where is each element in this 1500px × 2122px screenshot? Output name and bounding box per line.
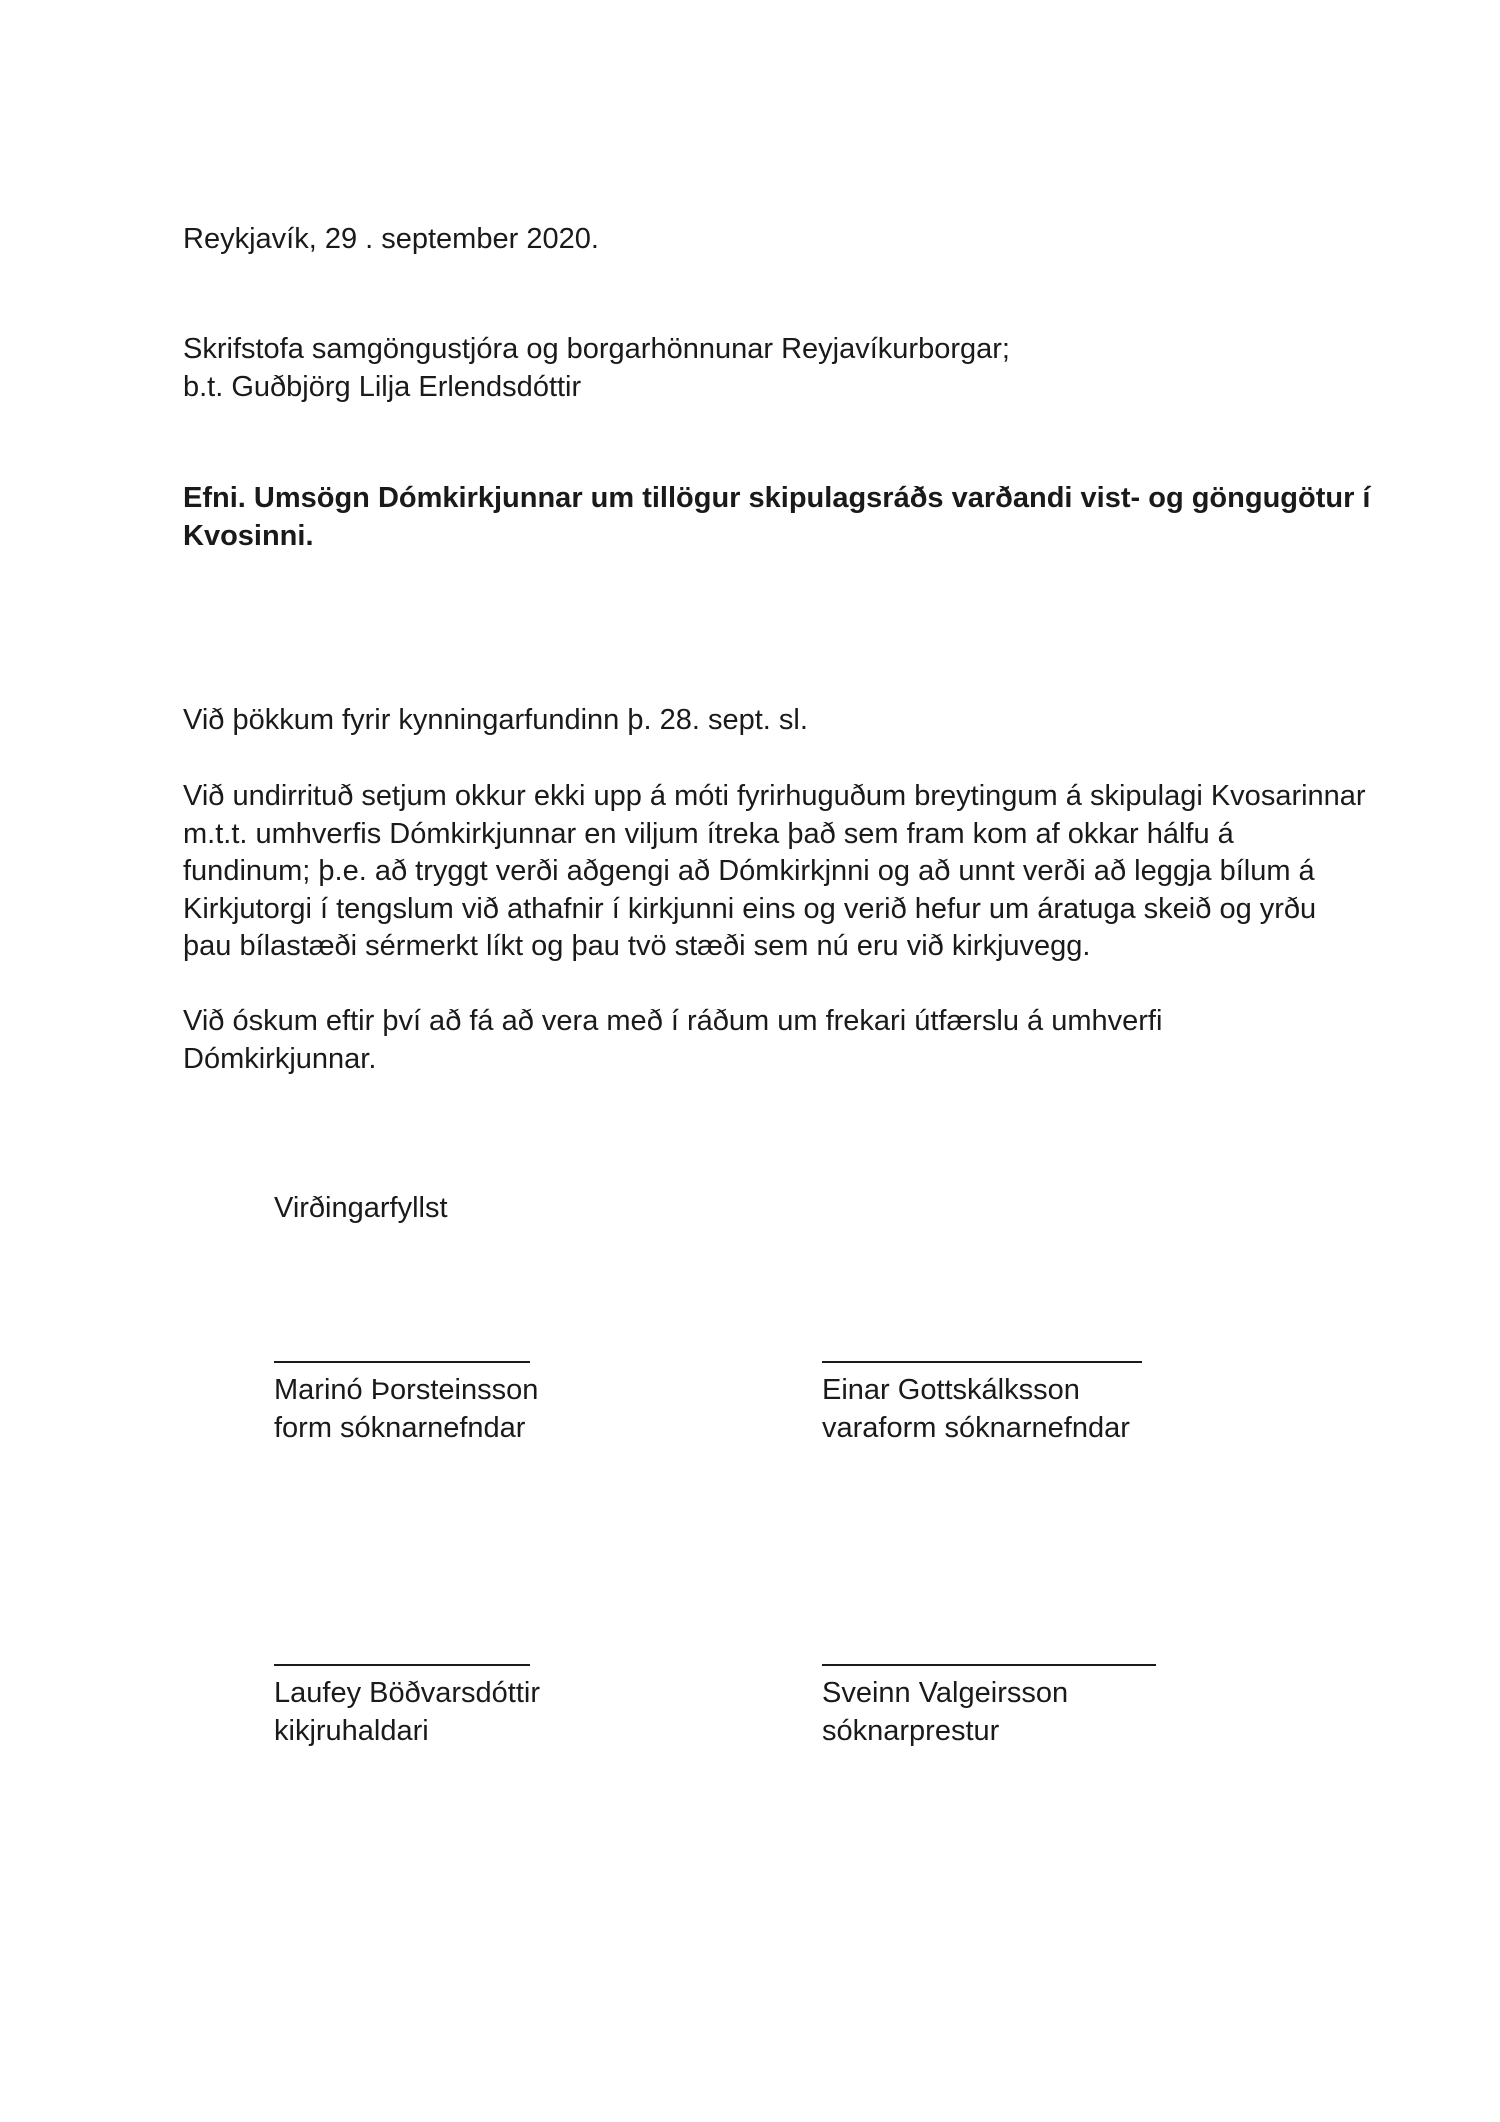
place-date: Reykjavík, 29 . september 2020. [183,223,599,255]
signature-line [822,1361,1142,1363]
closing-salutation: Virðingarfyllst [274,1192,448,1224]
signatory-role: varaform sóknarnefndar [822,1412,1130,1444]
recipient-office: Skrifstofa samgöngustjóra og borgarhönnunar Reyjavíkurborgar; [183,333,1010,365]
paragraph-request-line: Við óskum eftir því að fá að vera með í ráðum um frekari útfærslu á umhverfi [183,1005,1163,1037]
paragraph-main-line: fundinum; þ.e. að tryggt verði aðgengi að Dómkirkjnni og að unnt verði að leggja bílum á [183,855,1315,887]
signature-line [274,1361,530,1363]
signatory-name: Sveinn Valgeirsson [822,1677,1069,1709]
signature-line [274,1664,530,1666]
signatory-name: Marinó Þorsteinsson [274,1374,539,1406]
subject-line-2: Kvosinni. [183,520,314,552]
paragraph-main-line: Kirkjutorgi í tengslum við athafnir í kirkjunni eins og verið hefur um áratuga skeið og yrðu [183,893,1317,925]
signatory-name: Laufey Böðvarsdóttir [274,1677,540,1709]
subject-line-1: Efni. Umsögn Dómkirkjunnar um tillögur skipulagsráðs varðandi vist- og göngugötur í [183,482,1371,514]
signatory-role: form sóknarnefndar [274,1412,526,1444]
recipient-attention: b.t. Guðbjörg Lilja Erlendsdóttir [183,371,582,403]
signatory-name: Einar Gottskálksson [822,1374,1080,1406]
paragraph-thanks: Við þökkum fyrir kynningarfundinn þ. 28. sept. sl. [183,704,808,736]
paragraph-main-line: Við undirrituð setjum okkur ekki upp á móti fyrirhuguðum breytingum á skipulagi Kvosarinnar [183,780,1366,812]
paragraph-main-line: þau bílastæði sérmerkt líkt og þau tvö stæði sem nú eru við kirkjuvegg. [183,930,1091,962]
paragraph-main-line: m.t.t. umhverfis Dómkirkjunnar en viljum ítreka það sem fram kom af okkar hálfu á [183,818,1234,850]
signature-line [822,1664,1156,1666]
signatory-role: sóknarprestur [822,1715,1000,1747]
paragraph-request-line: Dómkirkjunnar. [183,1043,377,1075]
signatory-role: kikjruhaldari [274,1715,429,1747]
